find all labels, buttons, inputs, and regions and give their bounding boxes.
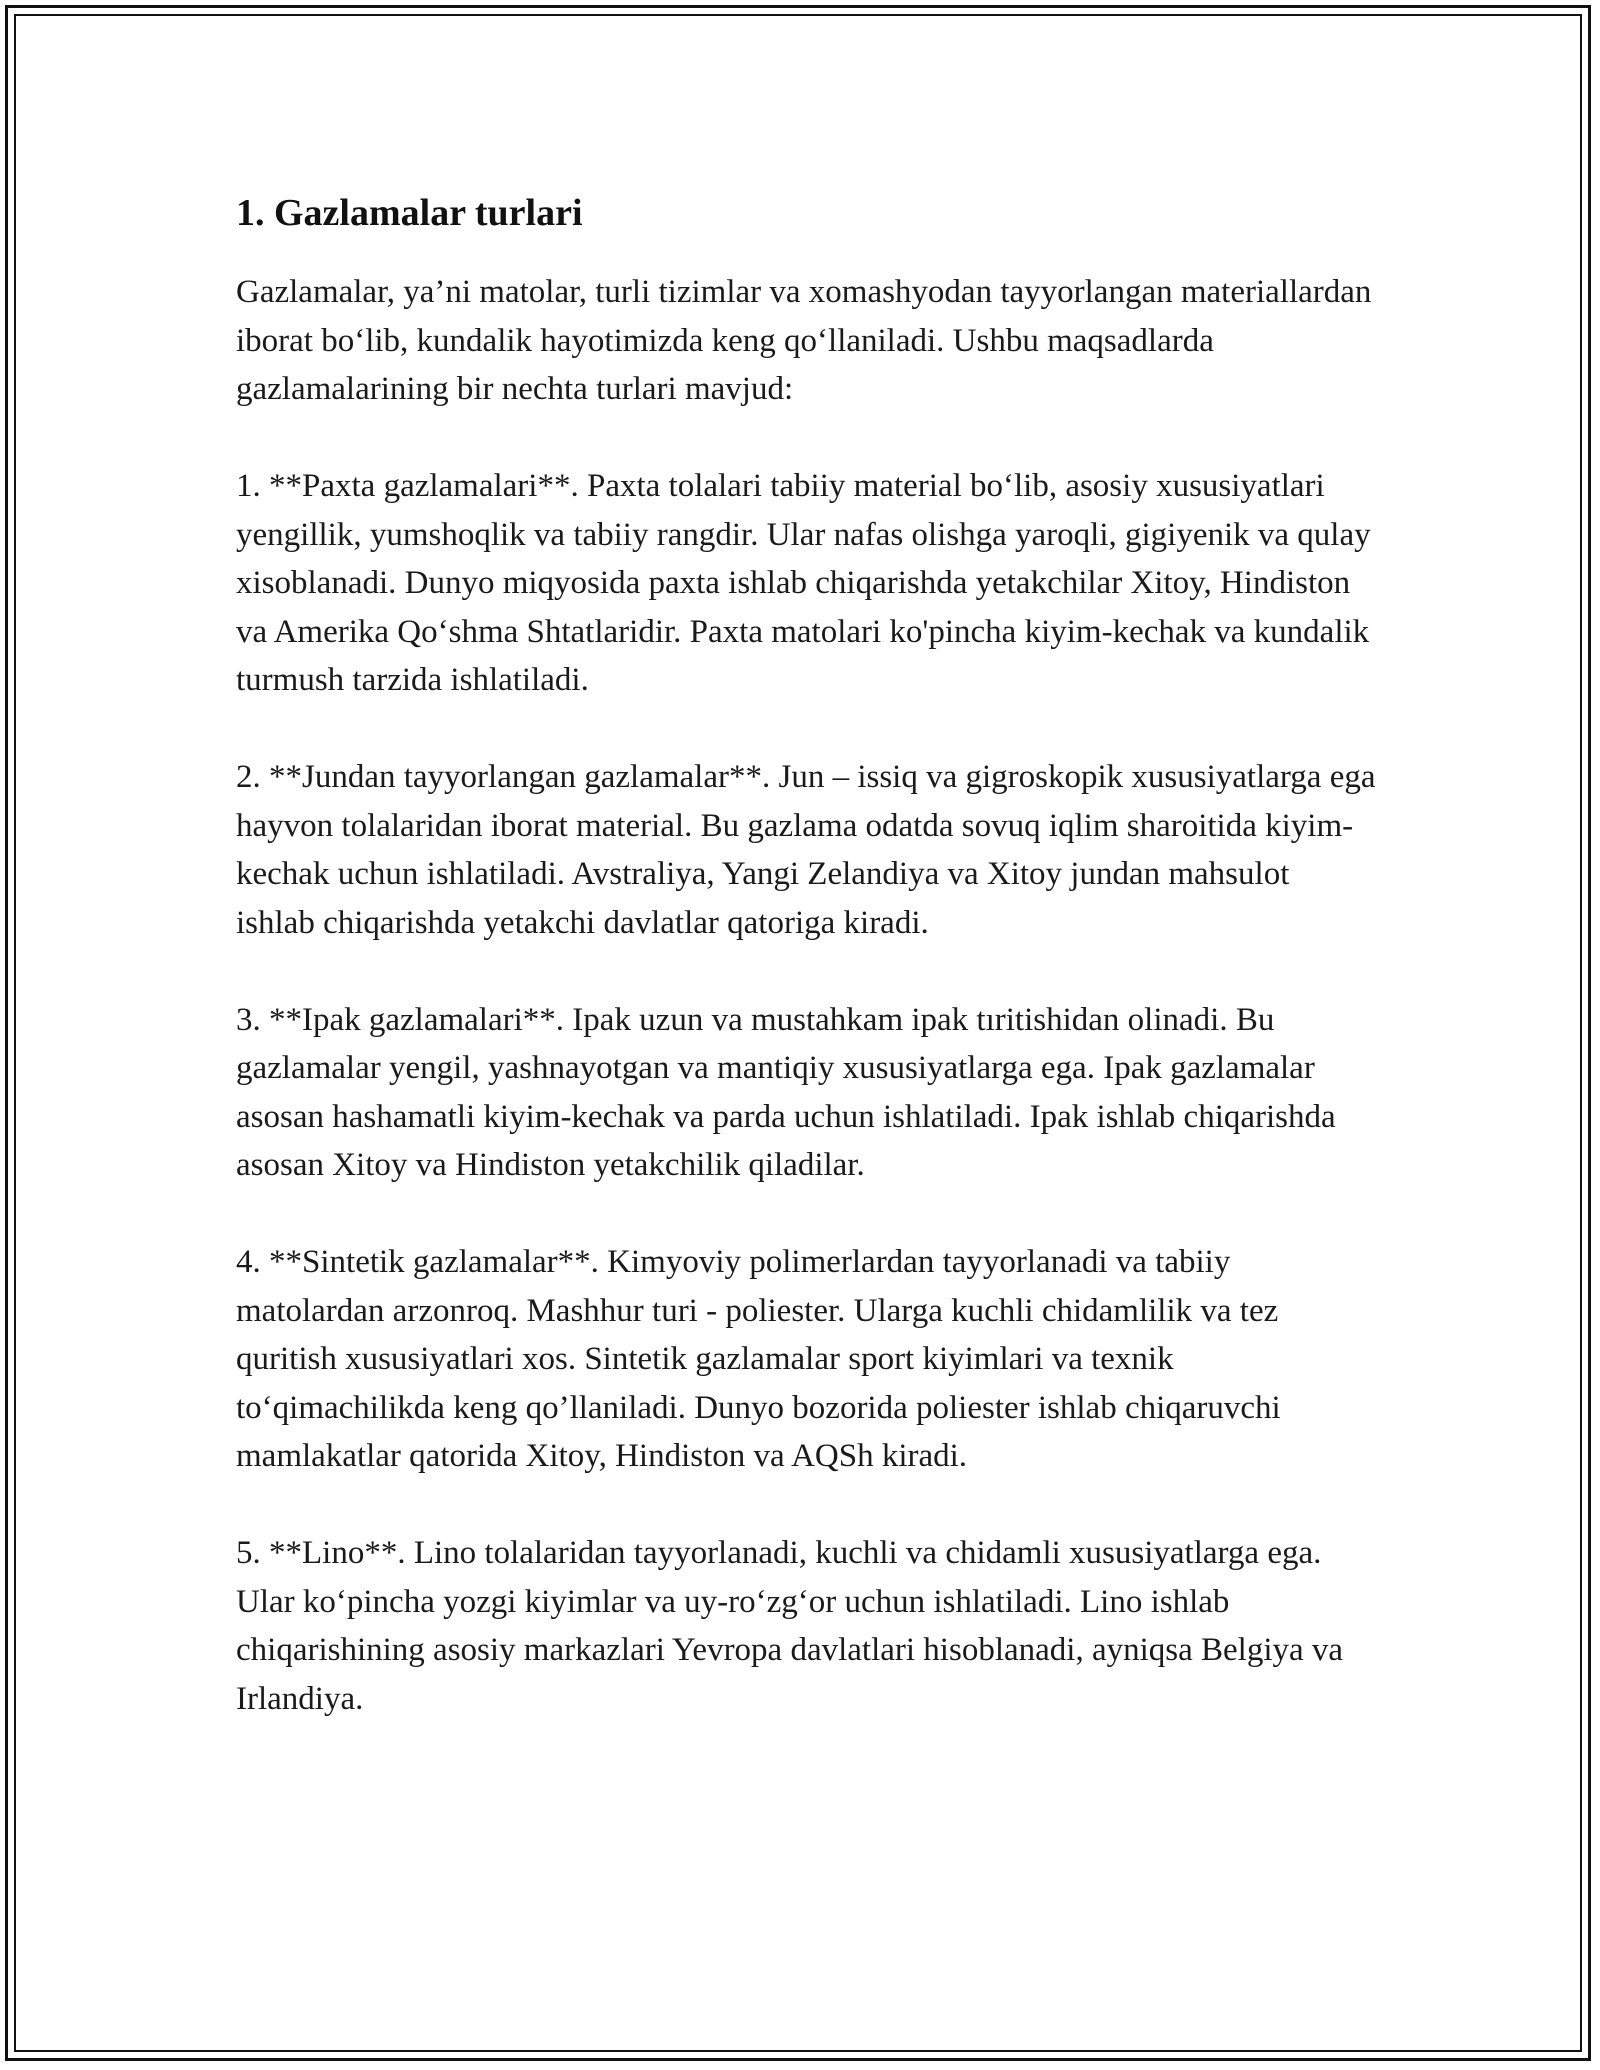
intro-paragraph: Gazlamalar, ya’ni matolar, turli tizimlar va xomashyodan tayyorlangan materiallardan iborat bo‘lib, kundalik hayotimizda keng qo‘llaniladi. Ushbu maqsadlarda gazlamalarining bir nechta turlari mavjud: bbox=[236, 274, 1372, 407]
list-item-synthetic: 4. **Sintetik gazlamalar**. Kimyoviy polimerlardan tayyorlanadi va tabiiy matolardan arzonroq. Mashhur turi - poliester. Ularga kuchli chidamlilik va tez quritish xususiyatlari xos. Sintetik gazlamalar sport kiyimlari va texnik to‘qimachilikda keng qo’llaniladi. Dunyo bozorida poliester ishlab chiqaruvchi mamlakatlar qatorida Xitoy, Hindiston va AQSh kiradi. bbox=[236, 1244, 1281, 1474]
list-item-cotton: 1. **Paxta gazlamalari**. Paxta tolalari tabiiy material bo‘lib, asosiy xususiyatlari yengillik, yumshoqlik va tabiiy rangdir. Ular nafas olishga yaroqli, gigiyenik va qulay xisoblanadi. Dunyo miqyosida paxta ishlab chiqarishda yetakchilar Xitoy, Hindiston va Amerika Qo‘shma Shtatlaridir. Paxta matolari ko'pincha kiyim-kechak va kundalik turmush tarzida ishlatiladi. bbox=[236, 468, 1371, 698]
section-heading: 1. Gazlamalar turlari bbox=[236, 192, 583, 234]
list-item-linen: 5. **Lino**. Lino tolalaridan tayyorlanadi, kuchli va chidamli xususiyatlarga ega. Ular ko‘pincha yozgi kiyimlar va uy-ro‘zg‘or uchun ishlatiladi. Lino ishlab chiqarishining asosiy markazlari Yevropa davlatlari hisoblanadi, ayniqsa Belgiya va Irlandiya. bbox=[236, 1535, 1344, 1717]
list-item-wool: 2. **Jundan tayyorlangan gazlamalar**. Jun – issiq va gigroskopik xususiyatlarga ega hayvon tolalaridan iborat material. Bu gazlama odatda sovuq iqlim sharoitida kiyim-kechak uchun ishlatiladi. Avstraliya, Yangi Zelandiya va Xitoy jundan mahsulot ishlab chiqarishda yetakchi davlatlar qatoriga kiradi. bbox=[236, 759, 1376, 941]
list-item-silk: 3. **Ipak gazlamalari**. Ipak uzun va mustahkam ipak tıritishidan olinadi. Bu gazlamalar yengil, yashnayotgan va mantiqiy xususiyatlarga ega. Ipak gazlamalar asosan hashamatli kiyim-kechak va parda uchun ishlatiladi. Ipak ishlab chiqarishda asosan Xitoy va Hindiston yetakchilik qiladilar. bbox=[236, 1001, 1336, 1183]
document-body bbox=[236, 188, 1376, 1772]
